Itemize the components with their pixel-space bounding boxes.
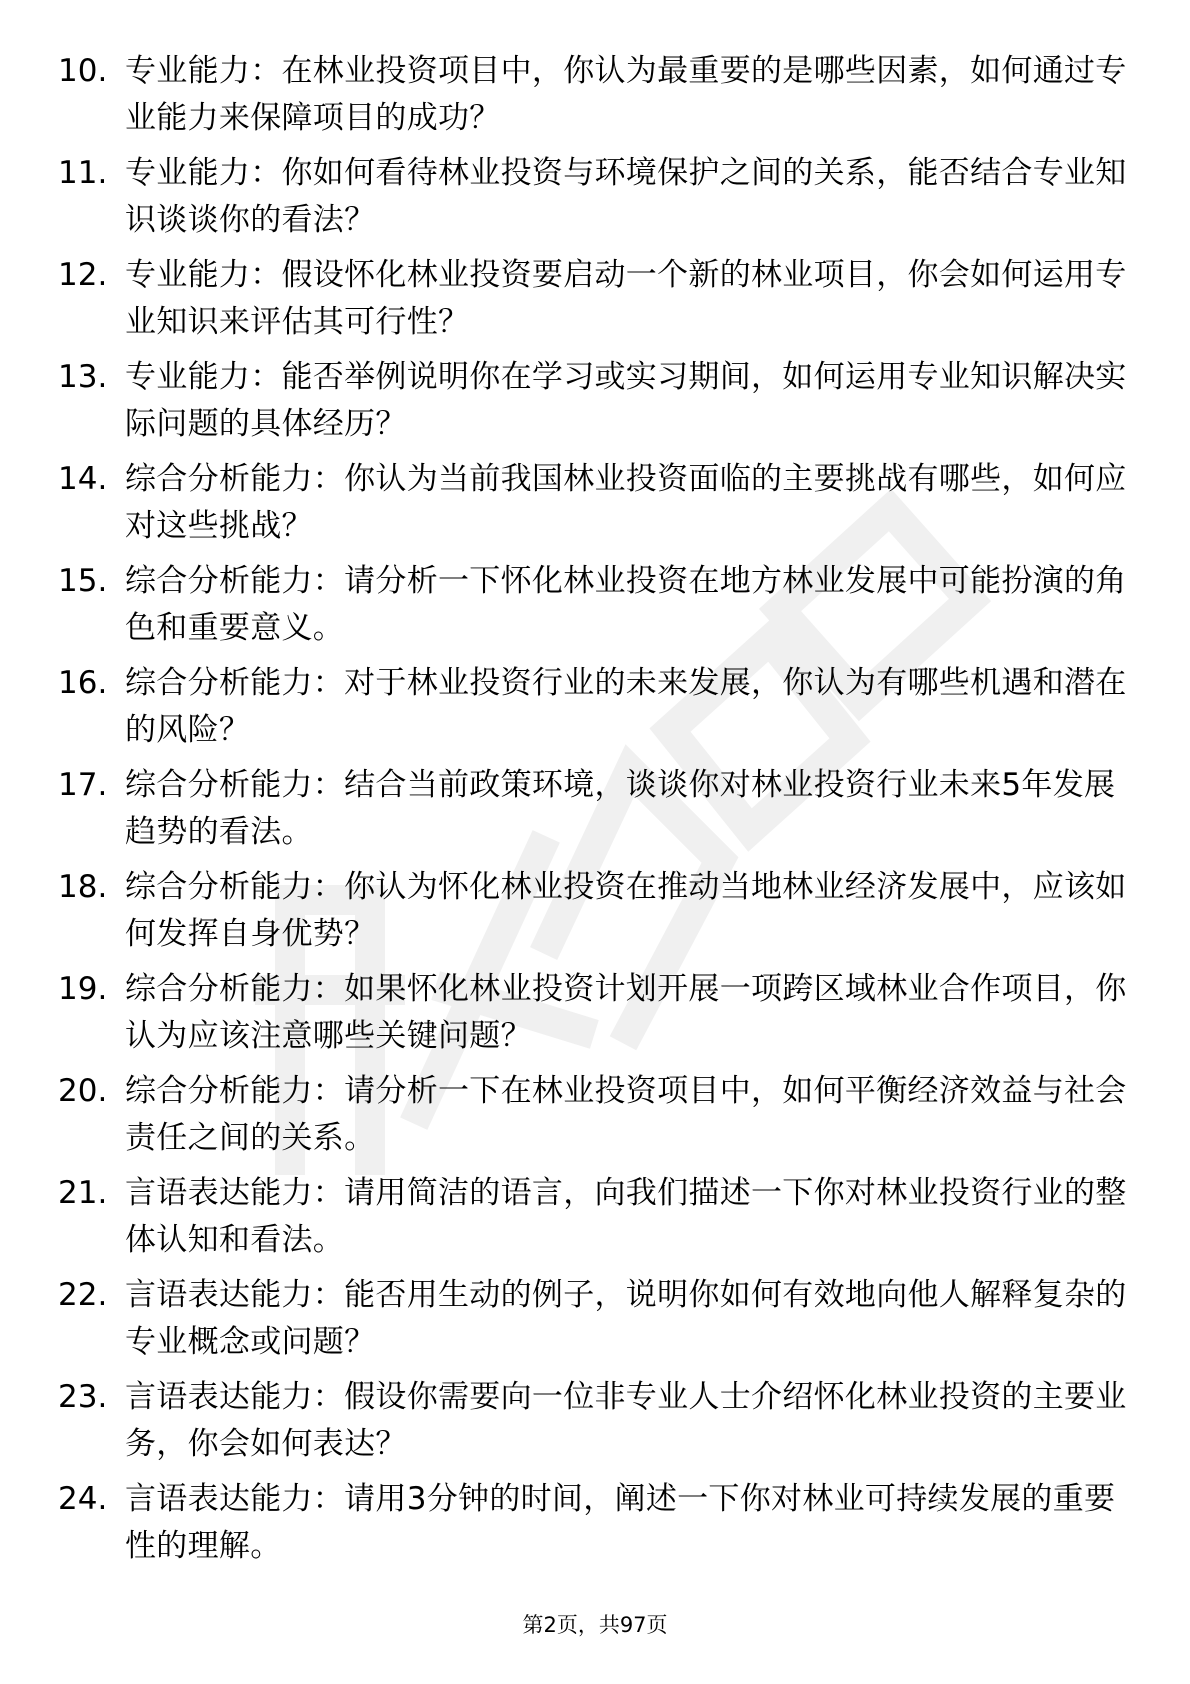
question-item <box>0 1068 1190 1170</box>
question-item <box>0 660 1190 762</box>
question-item <box>0 1272 1190 1374</box>
page-footer <box>0 1610 1190 1640</box>
question-text: 专业能力：在林业投资项目中，你认为最重要的是哪些因素，如何通过专业能力来保障项目的成功？ <box>125 53 1127 136</box>
question-text: 综合分析能力：你认为当前我国林业投资面临的主要挑战有哪些，如何应对这些挑战？ <box>125 461 1127 544</box>
question-number: 18. <box>58 869 108 905</box>
question-text: 言语表达能力：能否用生动的例子，说明你如何有效地向他人解释复杂的专业概念或问题？ <box>125 1277 1127 1360</box>
question-item <box>0 354 1190 456</box>
question-text: 言语表达能力：请用3分钟的时间，阐述一下你对林业可持续发展的重要性的理解。 <box>125 1481 1116 1564</box>
question-number: 22. <box>58 1277 108 1313</box>
question-item <box>0 1170 1190 1272</box>
question-number: 13. <box>58 359 108 395</box>
question-text: 综合分析能力：如果怀化林业投资计划开展一项跨区域林业合作项目，你认为应该注意哪些关键问题？ <box>125 971 1127 1054</box>
question-number: 19. <box>58 971 108 1007</box>
question-text: 综合分析能力：请分析一下在林业投资项目中，如何平衡经济效益与社会责任之间的关系。 <box>125 1073 1127 1156</box>
question-text: 专业能力：你如何看待林业投资与环境保护之间的关系，能否结合专业知识谈谈你的看法？ <box>125 155 1127 238</box>
question-number: 23. <box>58 1379 108 1415</box>
question-text: 言语表达能力：请用简洁的语言，向我们描述一下你对林业投资行业的整体认知和看法。 <box>125 1175 1127 1258</box>
question-item <box>0 864 1190 966</box>
question-text: 言语表达能力：假设你需要向一位非专业人士介绍怀化林业投资的主要业务，你会如何表达？ <box>125 1379 1127 1462</box>
question-number: 16. <box>58 665 108 701</box>
question-item <box>0 456 1190 558</box>
question-number: 10. <box>58 53 108 89</box>
question-item <box>0 966 1190 1068</box>
question-item <box>0 1374 1190 1476</box>
question-number: 12. <box>58 257 108 293</box>
question-text: 综合分析能力：你认为怀化林业投资在推动当地林业经济发展中，应该如何发挥自身优势？ <box>125 869 1127 952</box>
question-text: 专业能力：能否举例说明你在学习或实习期间，如何运用专业知识解决实际问题的具体经历？ <box>125 359 1127 442</box>
question-number: 24. <box>58 1481 108 1517</box>
question-item <box>0 150 1190 252</box>
question-item <box>0 1476 1190 1578</box>
question-text: 专业能力：假设怀化林业投资要启动一个新的林业项目，你会如何运用专业知识来评估其可行性？ <box>125 257 1127 340</box>
question-number: 11. <box>58 155 108 191</box>
question-item <box>0 48 1190 150</box>
question-number: 15. <box>58 563 108 599</box>
question-item <box>0 252 1190 354</box>
question-number: 20. <box>58 1073 108 1109</box>
question-list <box>0 48 1190 1578</box>
question-number: 21. <box>58 1175 108 1211</box>
page-number-label: 第2页，共97页 <box>522 1613 668 1637</box>
question-number: 17. <box>58 767 108 803</box>
question-text: 综合分析能力：对于林业投资行业的未来发展，你认为有哪些机遇和潜在的风险？ <box>125 665 1127 748</box>
question-text: 综合分析能力：请分析一下怀化林业投资在地方林业发展中可能扮演的角色和重要意义。 <box>125 563 1127 646</box>
question-item <box>0 762 1190 864</box>
question-number: 14. <box>58 461 108 497</box>
question-item <box>0 558 1190 660</box>
question-text: 综合分析能力：结合当前政策环境，谈谈你对林业投资行业未来5年发展趋势的看法。 <box>125 767 1116 850</box>
